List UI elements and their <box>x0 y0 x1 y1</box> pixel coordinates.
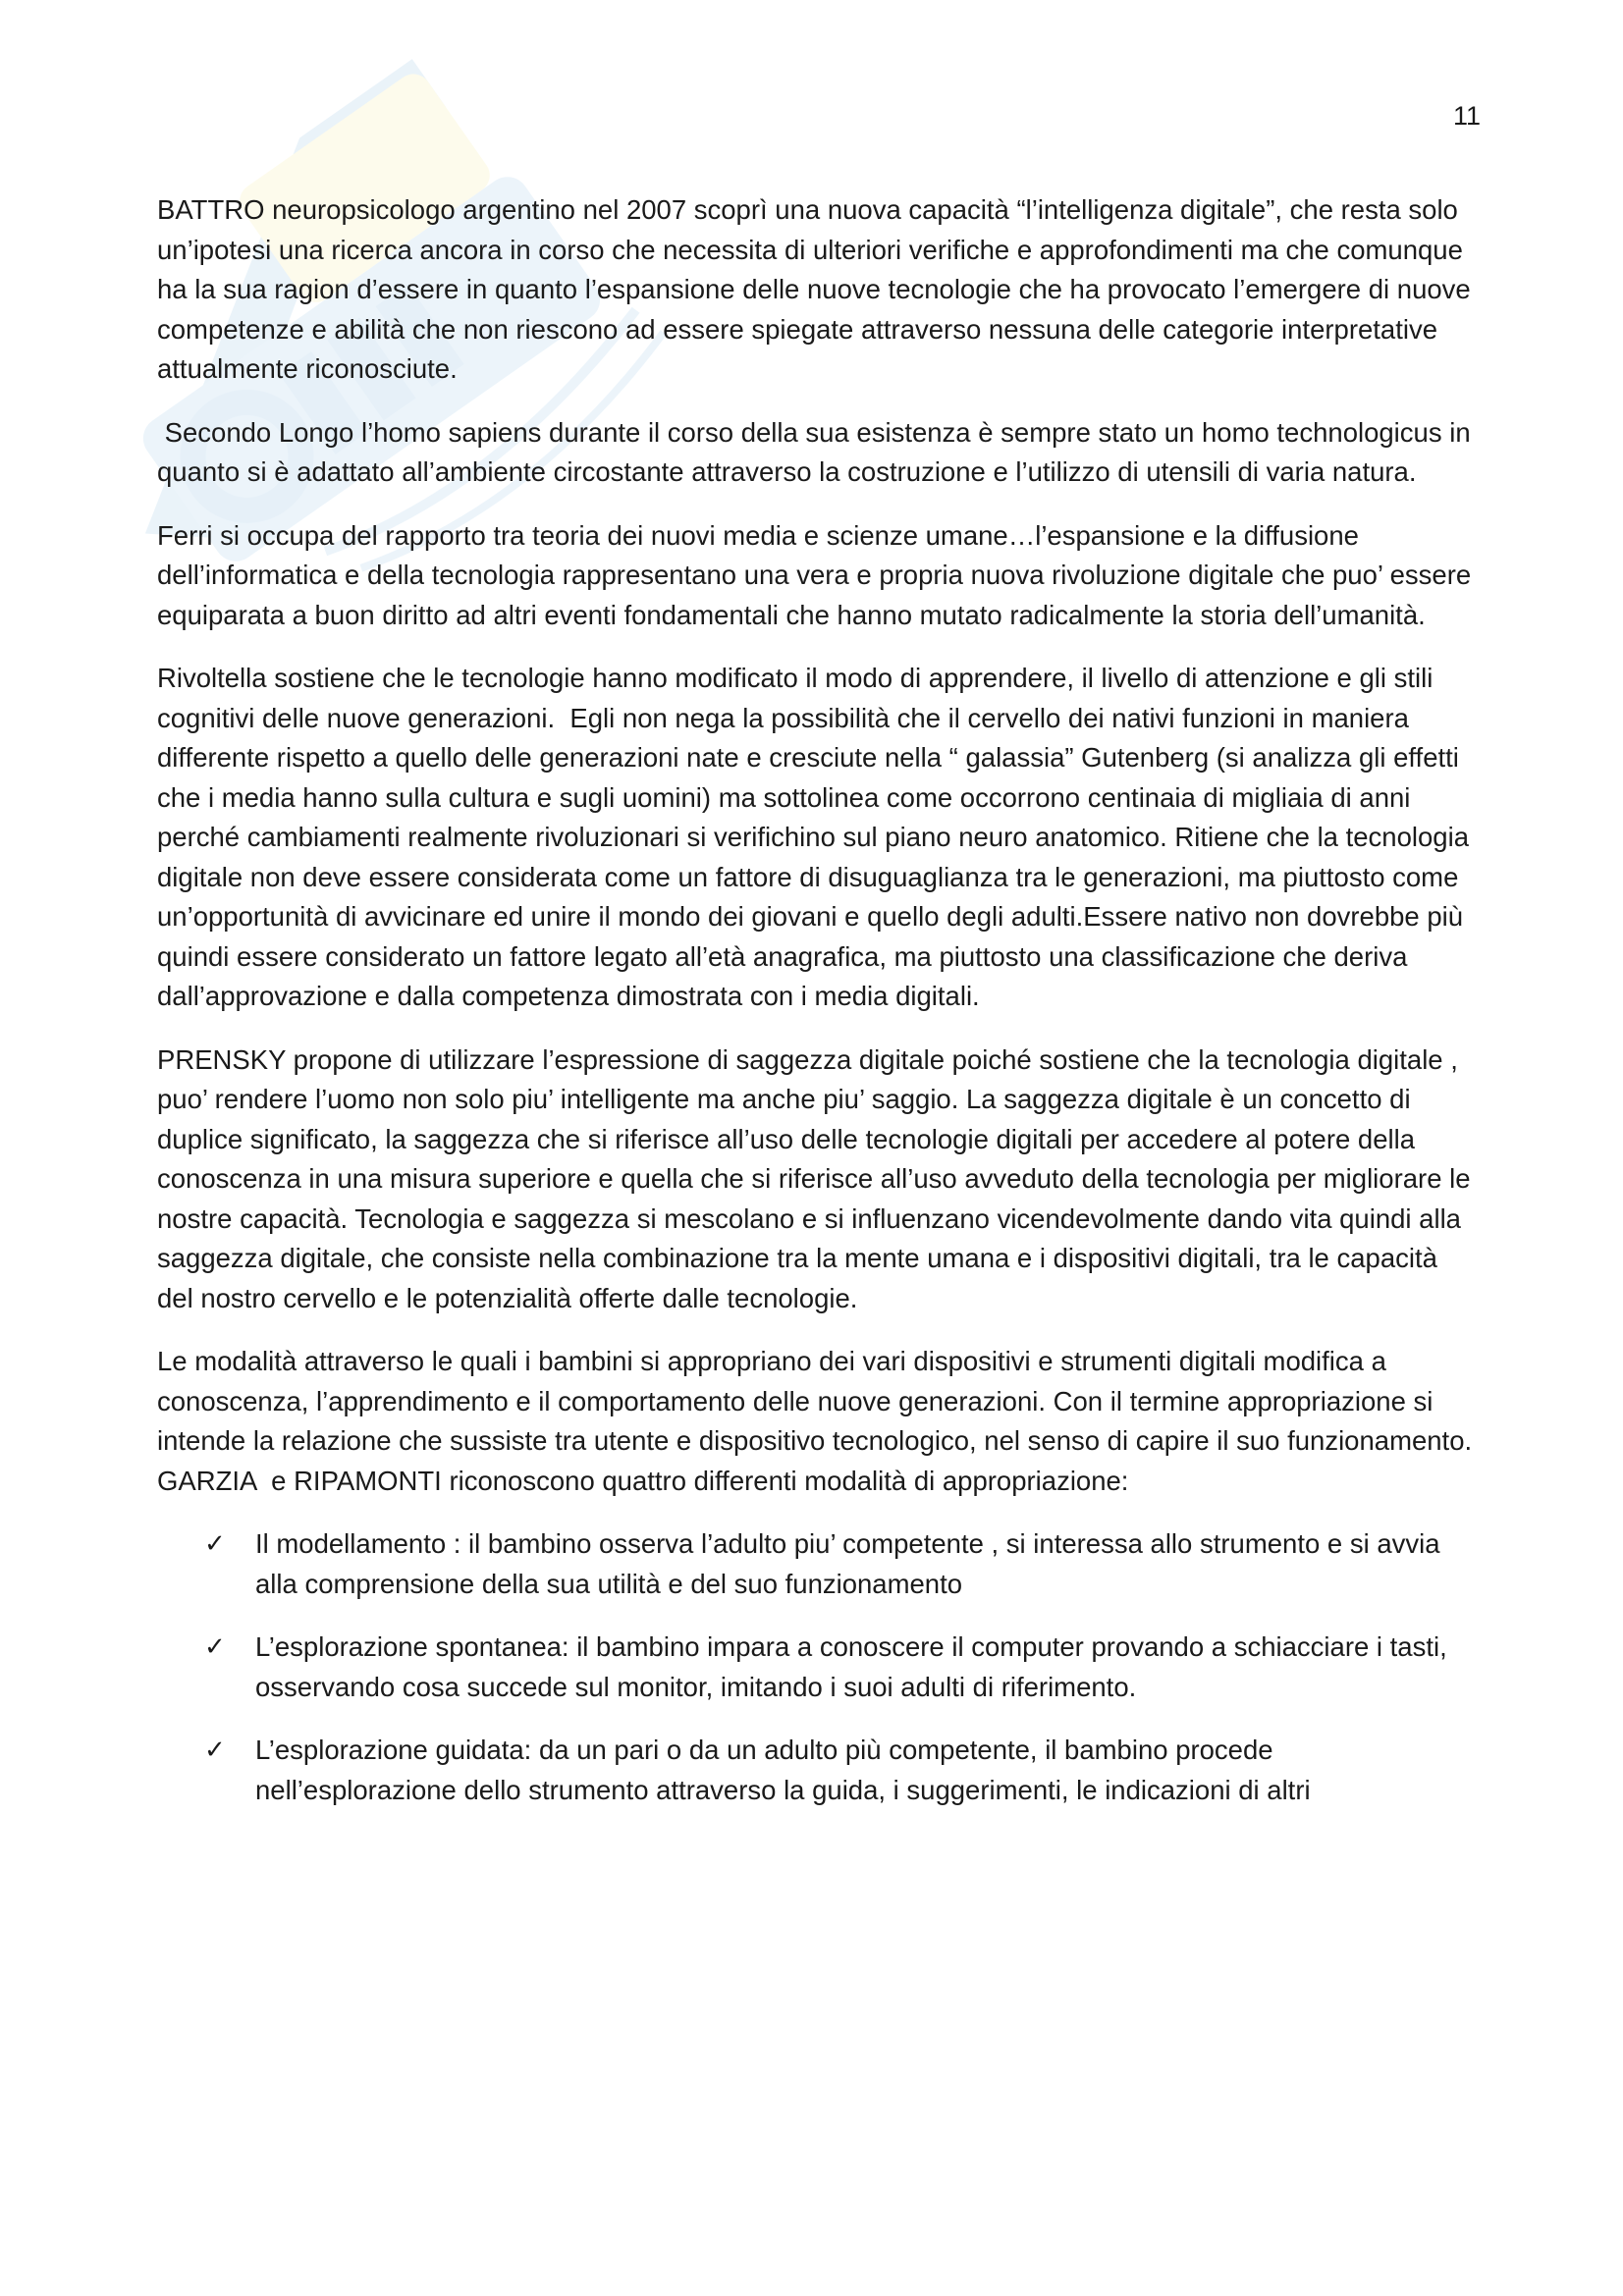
appropriation-modes-list <box>157 1524 1478 1810</box>
checkmark-icon: ✓ <box>204 1632 226 1662</box>
list-item-text: L’esplorazione guidata: da un pari o da un adulto più competente, il bambino procede nell’esplorazione dello strumento attraverso la guida, i suggerimenti, le indicazioni di altri <box>255 1735 1311 1805</box>
page-number: 11 <box>1452 101 1481 131</box>
list-item <box>157 1524 1478 1604</box>
paragraph-rivoltella: Rivoltella sostiene che le tecnologie hanno modificato il modo di apprendere, il livello di attenzione e gli stili cognitivi delle nuove generazioni. Egli non nega la possibilità che il cervello dei nativi funzioni in maniera differente rispetto a quello delle generazioni nate e cresciute nella “ galassia” Gutenberg (si analizza gli effetti che i media hanno sulla cultura e sugli uomini) ma sottolinea come occorrono centinaia di migliaia di anni perché cambiamenti realmente rivoluzionari si verifichino sul piano neuro anatomico. Ritiene che la tecnologia digitale non deve essere considerata come un fattore di disuguaglianza tra le generazioni, ma piuttosto come un’opportunità di avvicinare ed unire il mondo dei giovani e quello degli adulti.Essere nativo non dovrebbe più quindi essere considerato un fattore legato all’età anagrafica, ma piuttosto una classificazione che deriva dall’approvazione e dalla competenza dimostrata con i media digitali. <box>157 663 1477 1011</box>
list-item <box>157 1731 1478 1810</box>
list-item-text: L’esplorazione spontanea: il bambino impara a conoscere il computer provando a schiacciare i tasti, osservando cosa succede sul monitor, imitando i suoi adulti di riferimento. <box>255 1631 1447 1702</box>
paragraph-prensky: PRENSKY propone di utilizzare l’espressione di saggezza digitale poiché sostiene che la tecnologia digitale , puo’ rendere l’uomo non solo piu’ intelligente ma anche piu’ saggio. La saggezza digitale è un concetto di duplice significato, la saggezza che si riferisce all’uso delle tecnologie digitali per accedere al potere della conoscenza in una misura superiore e quella che si riferisce all’uso avveduto della tecnologia per migliorare le nostre capacità. Tecnologia e saggezza si mescolano e si influenzano vicendevolmente dando vita quindi alla saggezza digitale, che consiste nella combinazione tra la mente umana e i dispositivi digitali, tra le capacità del nostro cervello e le potenzialità offerte dalle tecnologie. <box>157 1043 1471 1313</box>
paragraph-longo: Secondo Longo l’homo sapiens durante il corso della sua esistenza è sempre stato un homo technologicus in quanto si è adattato all’ambiente circostante attraverso la costruzione e l’utilizzo di utensili di varia natura. <box>157 416 1479 487</box>
list-item <box>157 1628 1478 1707</box>
checkmark-icon: ✓ <box>204 1529 226 1559</box>
checkmark-icon: ✓ <box>204 1735 226 1765</box>
paragraph-ferri: Ferri si occupa del rapporto tra teoria dei nuovi media e scienze umane…l’espansione e la diffusione dell’informatica e della tecnologia rappresentano una vera e propria nuova rivoluzione digitale che puo’ essere equiparata a buon diritto ad altri eventi fondamentali che hanno mutato radicalmente la storia dell’umanità. <box>157 519 1472 630</box>
document-body <box>157 190 1488 1834</box>
paragraph-battro: BATTRO neuropsicologo argentino nel 2007 scoprì una nuova capacità “l’intelligenza digitale”, che resta solo un’ipotesi una ricerca ancora in corso che necessita di ulteriori verifiche e approfondimenti ma che comunque ha la sua ragion d’essere in quanto l’espansione delle nuove tecnologie che ha provocato l’emergere di nuove competenze e abilità che non riescono ad essere spiegate attraverso nessuna delle categorie interpretative attualmente riconosciute. <box>157 194 1471 384</box>
paragraph-appropriazione: Le modalità attraverso le quali i bambini si appropriano dei vari dispositivi e strumenti digitali modifica a conoscenza, l’apprendimento e il comportamento delle nuove generazioni. Con il termine appropriazione si intende la relazione che sussiste tra utente e dispositivo tecnologico, nel senso di capire il suo funzionamento. GARZIA e RIPAMONTI riconoscono quattro differenti modalità di appropriazione: <box>157 1346 1488 1496</box>
list-item-text: Il modellamento : il bambino osserva l’adulto piu’ competente , si interessa allo strumento e si avvia alla comprensione della sua utilità e del suo funzionamento <box>255 1528 1440 1599</box>
